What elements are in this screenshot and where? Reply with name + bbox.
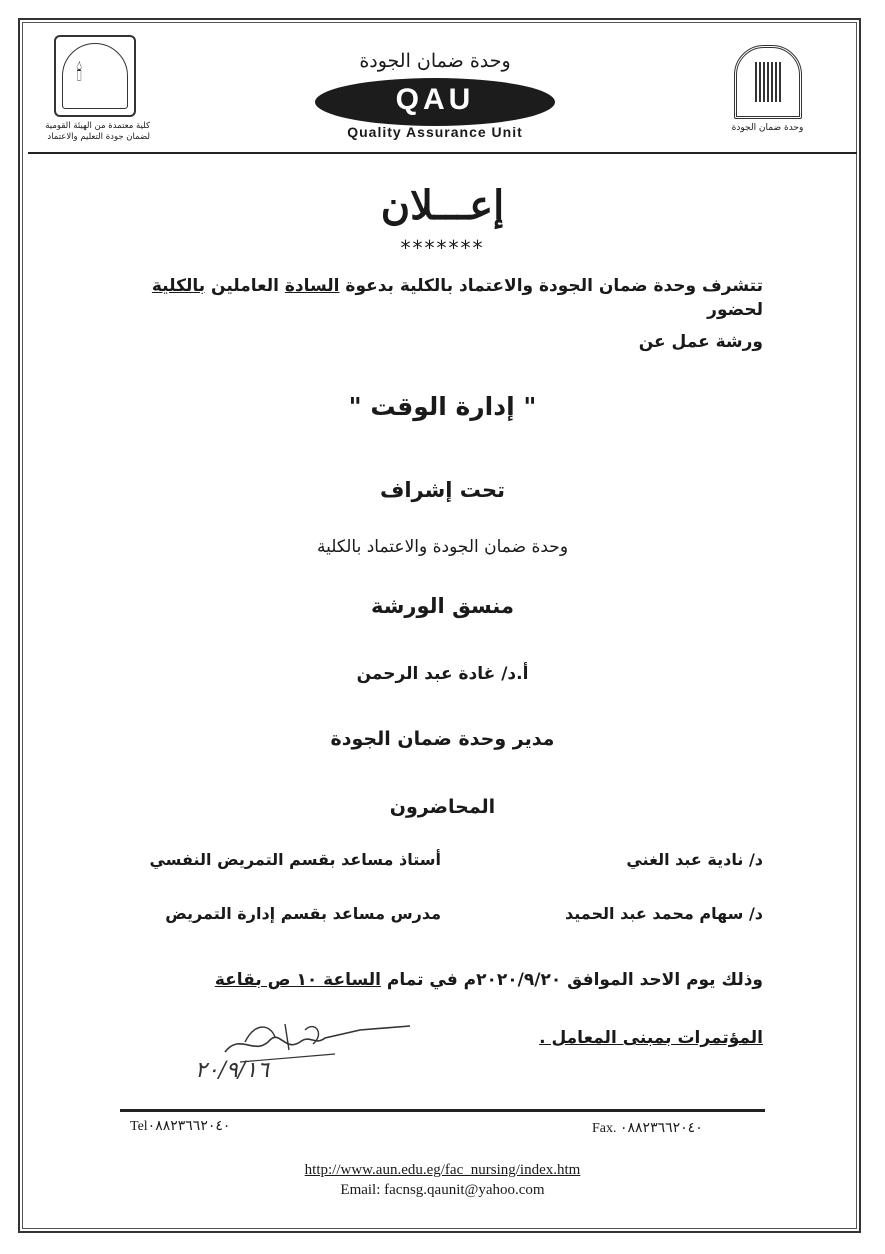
time-location-underlined: الساعة ١٠ ص بقاعة: [214, 970, 381, 990]
email-address[interactable]: Email: facnsg.qaunit@yahoo.com: [340, 1182, 545, 1198]
faculty-crest-icon: 🕯: [54, 35, 136, 117]
lecturer-name: د/ سهام محمد عبد الحميد: [565, 904, 763, 923]
lecturer-name: د/ نادية عبد الغني: [626, 850, 763, 869]
coordinator-name: أ.د/ غادة عبد الرحمن: [356, 664, 529, 684]
date-time-line: وذلك يوم الاحد الموافق ٢٠٢٠/٩/٢٠م في تمام الساعة ١٠ ص بقاعة: [214, 970, 763, 990]
university-logo-caption: وحدة ضمان الجودة: [731, 123, 804, 133]
workshop-subject: " إدارة الوقت ": [348, 392, 537, 421]
faculty-logo: [40, 35, 150, 143]
handwritten-date: ٢٠/٩/١٦: [195, 1058, 269, 1083]
qau-arabic-name: وحدة ضمان الجودة: [359, 50, 511, 72]
qau-oval-badge: [315, 78, 555, 126]
fax: Fax. ٠٨٨٢٣٦٦٢٠٤٠: [592, 1121, 703, 1136]
venue-line: المؤتمرات بمبنى المعامل .: [539, 1028, 763, 1048]
announcement-title: إعـــلان: [380, 182, 505, 229]
qau-logo: [290, 50, 580, 145]
coordinator-label: منسق الورشة: [371, 594, 514, 618]
lecturer-row: [123, 850, 763, 876]
supervision-label: تحت إشراف: [379, 478, 506, 502]
lecturer-position: مدرس مساعد بقسم إدارة التمريض: [165, 904, 441, 923]
university-logo: [730, 45, 805, 133]
qau-english-name: Quality Assurance Unit: [347, 124, 523, 140]
website-link[interactable]: http://www.aun.edu.eg/fac_nursing/index.htm: [304, 1162, 581, 1178]
coordinator-title: مدير وحدة ضمان الجودة: [330, 728, 555, 750]
lecturer-row: [123, 904, 763, 930]
lecturer-position: أستاذ مساعد بقسم التمريض النفسي: [149, 850, 441, 869]
university-emblem-icon: [734, 45, 802, 119]
workshop-intro: ورشة عمل عن: [638, 332, 763, 352]
stars-divider: *******: [400, 236, 485, 260]
invitation-paragraph: تتشرف وحدة ضمان الجودة والاعتماد بالكلية بدعوة السادة العاملين بالكلية لحضور: [151, 276, 763, 320]
footer-divider: [120, 1109, 765, 1112]
supervisor-unit: وحدة ضمان الجودة والاعتماد بالكلية: [316, 537, 569, 557]
qau-abbr: QAU: [395, 83, 475, 116]
signature: [185, 1012, 415, 1092]
telephone: Tel٠٨٨٢٣٦٦٢٠٤٠: [130, 1119, 231, 1134]
faculty-logo-caption: كلية معتمدة من الهيئة القومية لضمان جودة التعليم والاعتماد: [45, 121, 150, 142]
underlined-sada: السادة: [284, 276, 340, 296]
lecturers-label: المحاضرون: [389, 796, 496, 818]
underlined-college: بالكلية: [151, 276, 206, 296]
header-divider: [28, 152, 857, 154]
